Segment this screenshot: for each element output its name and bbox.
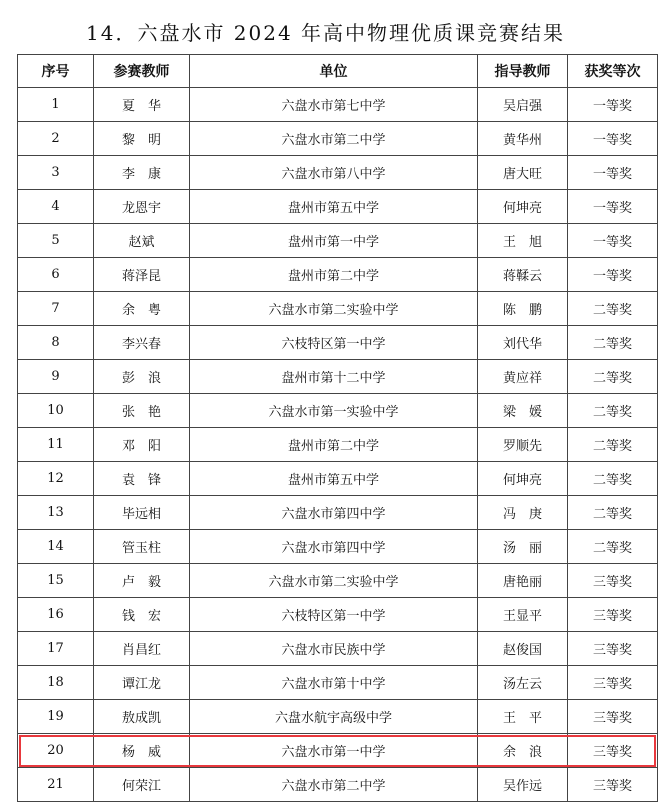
cell-index: 19: [18, 700, 94, 734]
cell-school: 六盘水航宇高级中学: [190, 700, 478, 734]
cell-school: 盘州市第五中学: [190, 462, 478, 496]
cell-mentor: 黄华州: [478, 122, 568, 156]
table-row: [18, 598, 658, 632]
cell-school: 六盘水市第二实验中学: [190, 292, 478, 326]
cell-school: 盘州市第十二中学: [190, 360, 478, 394]
cell-mentor: 吴启强: [478, 88, 568, 122]
cell-school: 六枝特区第一中学: [190, 326, 478, 360]
cell-school: 六盘水市第四中学: [190, 496, 478, 530]
table-header-row: [18, 55, 658, 88]
cell-school: 六盘水市第四中学: [190, 530, 478, 564]
cell-teacher: 钱 宏: [94, 598, 190, 632]
cell-teacher: 彭 浪: [94, 360, 190, 394]
table-row: [18, 326, 658, 360]
cell-mentor: 刘代华: [478, 326, 568, 360]
cell-award: 二等奖: [568, 326, 658, 360]
cell-teacher: 张 艳: [94, 394, 190, 428]
cell-award: 三等奖: [568, 598, 658, 632]
cell-award: 三等奖: [568, 564, 658, 598]
cell-index: 5: [18, 224, 94, 258]
cell-teacher: 袁 锋: [94, 462, 190, 496]
cell-teacher: 毕远相: [94, 496, 190, 530]
cell-school: 六盘水市第一中学: [190, 734, 478, 768]
page-title: 14．六盘水市 2024 年高中物理优质课竞赛结果: [86, 21, 566, 45]
cell-award: 三等奖: [568, 700, 658, 734]
table-row: [18, 564, 658, 598]
cell-index: 16: [18, 598, 94, 632]
cell-mentor: 余 浪: [478, 734, 568, 768]
table-row: [18, 768, 658, 802]
cell-mentor: 王 平: [478, 700, 568, 734]
cell-school: 六盘水市第二中学: [190, 768, 478, 802]
table-row: [18, 632, 658, 666]
table-row: [18, 122, 658, 156]
cell-index: 11: [18, 428, 94, 462]
cell-school: 六盘水市民族中学: [190, 632, 478, 666]
cell-index: 13: [18, 496, 94, 530]
table-row: [18, 190, 658, 224]
cell-teacher: 邓 阳: [94, 428, 190, 462]
cell-teacher: 李兴春: [94, 326, 190, 360]
cell-teacher: 杨 威: [94, 734, 190, 768]
cell-index: 7: [18, 292, 94, 326]
cell-index: 8: [18, 326, 94, 360]
cell-mentor: 王显平: [478, 598, 568, 632]
cell-index: 21: [18, 768, 94, 802]
cell-school: 六盘水市第十中学: [190, 666, 478, 700]
cell-award: 二等奖: [568, 394, 658, 428]
header-mentor: 指导教师: [478, 55, 568, 88]
cell-award: 一等奖: [568, 122, 658, 156]
cell-mentor: 冯 庚: [478, 496, 568, 530]
cell-index: 14: [18, 530, 94, 564]
cell-mentor: 梁 媛: [478, 394, 568, 428]
cell-index: 2: [18, 122, 94, 156]
table-row: [18, 530, 658, 564]
cell-award: 二等奖: [568, 292, 658, 326]
cell-school: 盘州市第二中学: [190, 428, 478, 462]
table-row: [18, 462, 658, 496]
cell-mentor: 王 旭: [478, 224, 568, 258]
cell-teacher: 黎 明: [94, 122, 190, 156]
cell-index: 4: [18, 190, 94, 224]
cell-mentor: 吴作远: [478, 768, 568, 802]
cell-mentor: 何坤亮: [478, 190, 568, 224]
cell-award: 三等奖: [568, 632, 658, 666]
cell-mentor: 汤左云: [478, 666, 568, 700]
cell-school: 六盘水市第七中学: [190, 88, 478, 122]
cell-teacher: 谭江龙: [94, 666, 190, 700]
cell-mentor: 蒋鞣云: [478, 258, 568, 292]
cell-mentor: 赵俊国: [478, 632, 568, 666]
cell-mentor: 唐艳丽: [478, 564, 568, 598]
table-row-highlighted: [18, 734, 658, 768]
cell-index: 12: [18, 462, 94, 496]
cell-award: 三等奖: [568, 666, 658, 700]
cell-index: 9: [18, 360, 94, 394]
cell-school: 盘州市第二中学: [190, 258, 478, 292]
table-row: [18, 428, 658, 462]
cell-award: 一等奖: [568, 88, 658, 122]
header-school: 单位: [190, 55, 478, 88]
cell-award: 三等奖: [568, 768, 658, 802]
cell-award: 一等奖: [568, 224, 658, 258]
cell-mentor: 黄应祥: [478, 360, 568, 394]
table-row: [18, 666, 658, 700]
header-index: 序号: [18, 55, 94, 88]
header-teacher: 参赛教师: [94, 55, 190, 88]
cell-school: 盘州市第五中学: [190, 190, 478, 224]
cell-mentor: 汤 丽: [478, 530, 568, 564]
cell-school: 六盘水市第二实验中学: [190, 564, 478, 598]
cell-school: 六盘水市第一实验中学: [190, 394, 478, 428]
cell-award: 二等奖: [568, 428, 658, 462]
table-row: [18, 224, 658, 258]
cell-index: 17: [18, 632, 94, 666]
cell-mentor: 罗顺先: [478, 428, 568, 462]
cell-mentor: 何坤亮: [478, 462, 568, 496]
table-row: [18, 292, 658, 326]
cell-teacher: 何荣江: [94, 768, 190, 802]
cell-index: 15: [18, 564, 94, 598]
cell-teacher: 李 康: [94, 156, 190, 190]
cell-index: 6: [18, 258, 94, 292]
cell-teacher: 管玉柱: [94, 530, 190, 564]
cell-school: 六盘水市第二中学: [190, 122, 478, 156]
cell-award: 一等奖: [568, 190, 658, 224]
table-row: [18, 88, 658, 122]
cell-mentor: 陈 鹏: [478, 292, 568, 326]
cell-school: 六盘水市第八中学: [190, 156, 478, 190]
cell-teacher: 卢 毅: [94, 564, 190, 598]
cell-index: 10: [18, 394, 94, 428]
cell-award: 二等奖: [568, 462, 658, 496]
cell-teacher: 蒋泽昆: [94, 258, 190, 292]
table-row: [18, 156, 658, 190]
cell-school: 六枝特区第一中学: [190, 598, 478, 632]
table-row: [18, 360, 658, 394]
cell-index: 3: [18, 156, 94, 190]
results-table: [17, 54, 658, 802]
cell-award: 一等奖: [568, 258, 658, 292]
cell-award: 一等奖: [568, 156, 658, 190]
cell-award: 二等奖: [568, 496, 658, 530]
cell-teacher: 敖成凯: [94, 700, 190, 734]
header-award: 获奖等次: [568, 55, 658, 88]
table-row: [18, 258, 658, 292]
cell-teacher: 龙恩宇: [94, 190, 190, 224]
table-row: [18, 700, 658, 734]
cell-mentor: 唐大旺: [478, 156, 568, 190]
cell-index: 18: [18, 666, 94, 700]
cell-teacher: 余 粤: [94, 292, 190, 326]
table-row: [18, 394, 658, 428]
cell-index: 20: [18, 734, 94, 768]
cell-teacher: 赵斌: [94, 224, 190, 258]
cell-award: 二等奖: [568, 530, 658, 564]
table-row: [18, 496, 658, 530]
cell-teacher: 夏 华: [94, 88, 190, 122]
cell-award: 三等奖: [568, 734, 658, 768]
cell-school: 盘州市第一中学: [190, 224, 478, 258]
cell-award: 二等奖: [568, 360, 658, 394]
cell-index: 1: [18, 88, 94, 122]
cell-teacher: 肖昌红: [94, 632, 190, 666]
